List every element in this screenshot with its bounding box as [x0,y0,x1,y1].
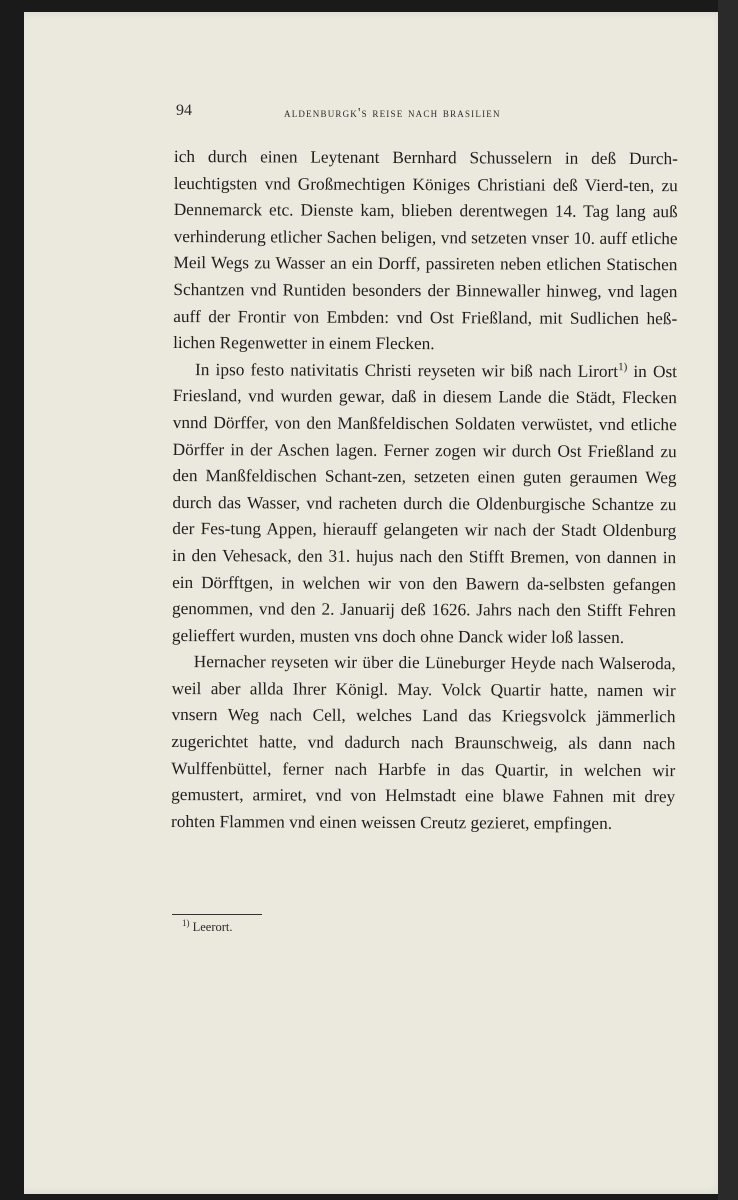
paragraph-2 [172,357,677,652]
footnote-mark: 1) [182,917,190,928]
paragraph-2-start: In ipso festo nativitatis Christi reyseten wir biß nach Lirort [194,359,619,381]
body-text [171,144,678,838]
footnote-text: Leerort. [189,920,233,934]
page-number: 94 [176,102,192,119]
paragraph-2-rest: in Ost Friesland, vnd wurden gewar, daß in diesem Lande die Städt, Flecken vnnd Dörffer, von den Manßfeldischen Soldaten verwüstet, vnd etliche Dörffer in der Aschen lagen. Ferner zogen wir durch Ost Frießland zu den Manßfeldischen Schant-zen, setzeten einen guten geraumen Weg durch das Wasser, vnd racheten durch die Oldenburgische Schantze zu der Fes-tung Appen, hierauff gelangeten wir nach der Stadt Oldenburg in den Vehesack, den 31. hujus nach den Stifft Bremen, von dannen in ein Dörfftgen, in welchen wir von den Bawern da-selbsten gefangen genommen, vnd den 2. Januarij deß 1626. Jahrs nach den Stifft Fehren gelieffert wurden, musten vns doch ohne Danck wider loß lassen. [171,361,678,647]
paragraph-3: Hernacher reyseten wir über die Lüneburger Heyde nach Walseroda, weil aber allda Ihrer Königl. May. Volck Quartir hatte, namen wir vnsern Weg nach Cell, welches Land das Kriegsvolck jämmerlich zugerichtet hatte, vnd dadurch nach Braunschweig, als dann nach Wulffenbüttel, ferner nach Harbfe in das Quartir, in welchen wir gemustert, armiret, vnd von Helmstadt eine blawe Fahnen mit drey rohten Flammen vnd einen weissen Creutz gezieret, empfingen. [171,652,676,833]
footnote-divider [172,914,262,915]
running-title: aldenburgk's reise nach brasilien [284,105,501,120]
page-edge [718,0,738,1200]
paragraph-1: ich durch einen Leytenant Bernhard Schusselern in deß Durch-leuchtigsten vnd Großmechtigen Königes Christiani deß Vierd-ten, zu Dennemarck etc. Dienste kam, blieben derentwegen 14. Tag lang auß verhinderung etlicher Sachen beligen, vnd setzeten vnser 10. auff etliche Meil Wegs zu Wasser an ein Dorff, passireten neben etlichen Statischen Schantzen vnd Runtiden besonders der Binnewaller hinweg, vnd lagen auff der Frontir von Embden: vnd Ost Frießland, mit Sudlichen heß-lichen Regenwetter in einem Flecken. [173,146,678,354]
footnote [182,917,233,935]
footnote-reference: 1) [618,360,628,373]
